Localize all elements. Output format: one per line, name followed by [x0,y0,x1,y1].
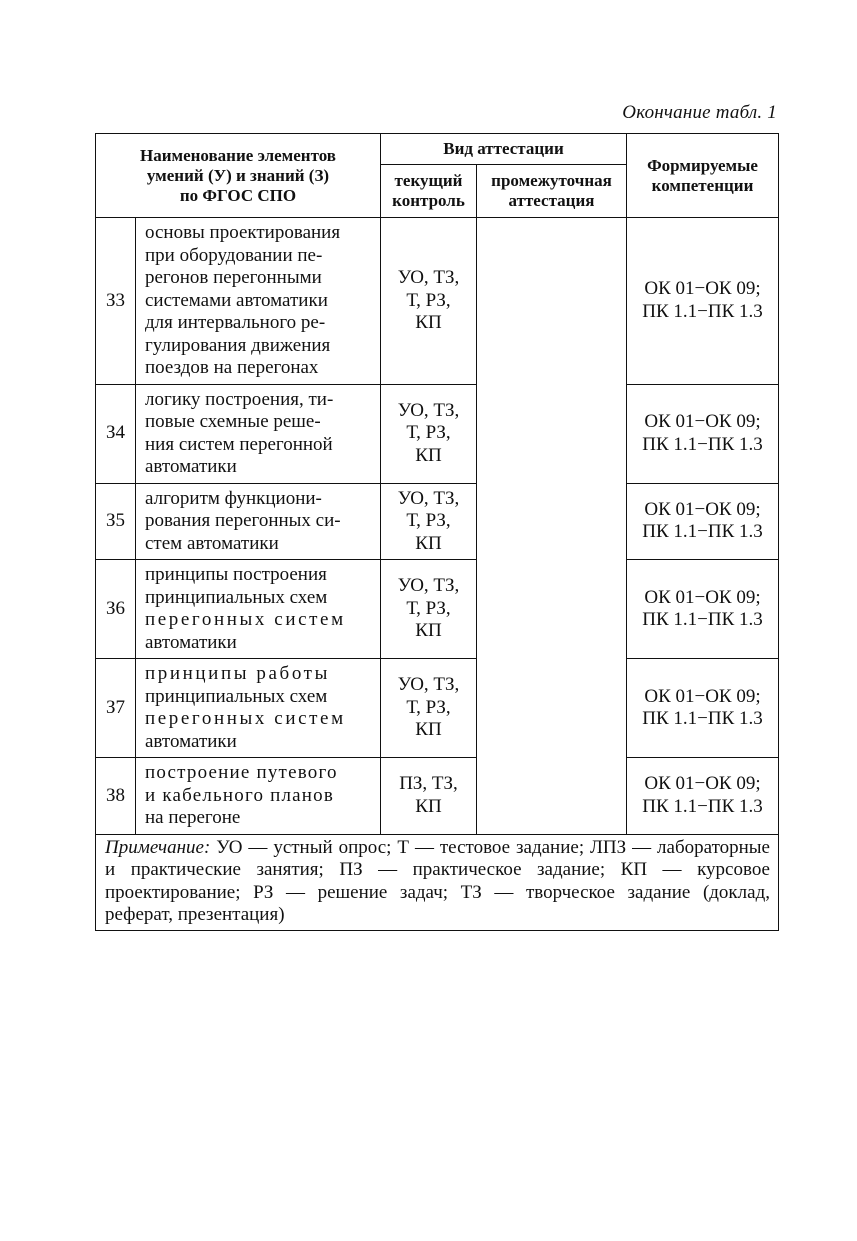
header-current-control: текущий контроль [381,165,477,218]
row-current-control: УО, ТЗ, Т, РЗ, КП [381,560,477,659]
table-row [96,218,779,385]
row-id: З6 [96,560,136,659]
row-competence: ОК 01−ОК 09; ПК 1.1−ПК 1.3 [627,560,779,659]
row-current-control: УО, ТЗ, Т, РЗ, КП [381,384,477,483]
row-description: построение путевого и кабельного планов на перегоне [136,758,381,835]
header-row-1 [96,134,779,165]
row-competence: ОК 01−ОК 09; ПК 1.1−ПК 1.3 [627,483,779,560]
row-description: алгоритм функциони- рования перегонных си- стем автоматики [136,483,381,560]
table-row [96,758,779,835]
row-description: принципы работы принципиальных схем перегонных систем автоматики [136,659,381,758]
row-description: логику построения, ти- повые схемные реше- ния систем перегонной автоматики [136,384,381,483]
row-id: З3 [96,218,136,385]
row-description: принципы построения принципиальных схем перегонных систем автоматики [136,560,381,659]
row-id: З8 [96,758,136,835]
row-id: З4 [96,384,136,483]
row-current-control: ПЗ, ТЗ, КП [381,758,477,835]
row-competence: ОК 01−ОК 09; ПК 1.1−ПК 1.3 [627,384,779,483]
row-current-control: УО, ТЗ, Т, РЗ, КП [381,483,477,560]
table-row [96,560,779,659]
header-attestation-type: Вид аттестации [381,134,627,165]
intermediate-attestation-cell [477,218,627,835]
row-competence: ОК 01−ОК 09; ПК 1.1−ПК 1.3 [627,218,779,385]
attestation-table [95,133,779,931]
header-competences: Формируемые компетенции [627,134,779,218]
row-current-control: УО, ТЗ, Т, РЗ, КП [381,659,477,758]
table-row [96,483,779,560]
row-current-control: УО, ТЗ, Т, РЗ, КП [381,218,477,385]
header-intermediate-attestation: промежуточная аттестация [477,165,627,218]
row-description: основы проектирования при оборудовании пе- регонов перегонными системами автоматики для интервального ре- гулирования движения поездов на перегонах [136,218,381,385]
row-competence: ОК 01−ОК 09; ПК 1.1−ПК 1.3 [627,659,779,758]
table-caption: Окончание табл. 1 [622,102,777,123]
row-id: З7 [96,659,136,758]
header-element-name: Наименование элементов умений (У) и знаний (З) по ФГОС СПО [96,134,381,218]
row-id: З5 [96,483,136,560]
table-note [96,834,779,930]
note-row [96,834,779,930]
note-text: УО — устный опрос; Т — тестовое задание; ЛПЗ — лабораторные и практические занятия; ПЗ — практическое задание; КП — курсовое проектирование; РЗ — решение задач; ТЗ — творческое задание (доклад, реферат, презентация) [105,836,770,925]
note-label: Примечание: [105,836,211,858]
table-row [96,384,779,483]
table-row [96,659,779,758]
row-competence: ОК 01−ОК 09; ПК 1.1−ПК 1.3 [627,758,779,835]
